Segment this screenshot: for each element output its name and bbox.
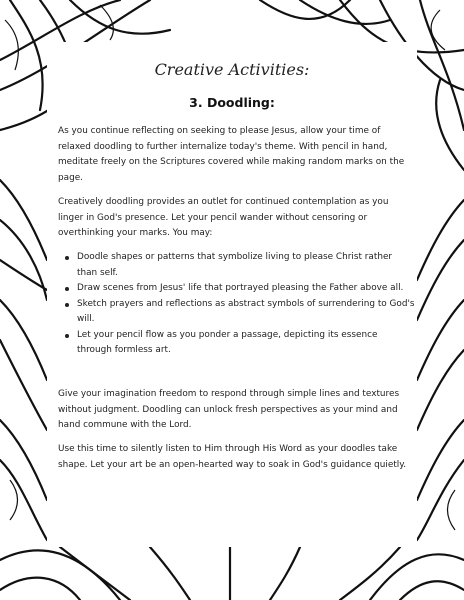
bullet-text: Let your pencil flow as you ponder a passage, depicting its essence through formless art. [77, 329, 378, 355]
list-item [58, 250, 415, 281]
list-item [58, 328, 415, 359]
bullet-icon [65, 256, 69, 260]
bullet-text: Sketch prayers and reflections as abstract symbols of surrendering to God's will. [77, 298, 415, 324]
bullet-text: Draw scenes from Jesus' life that portrayed pleasing the Father above all. [77, 283, 404, 293]
activity-bullet-list [58, 250, 415, 359]
bullet-icon [65, 303, 69, 307]
bullet-text: Doodle shapes or patterns that symbolize living to please Christ rather than self. [77, 252, 393, 278]
bullet-icon [65, 334, 69, 338]
intro-paragraph: As you continue reflecting on seeking to please Jesus, allow your time of relaxed doodling to further internalize today's theme. With pencil in hand, meditate freely on the Scriptures covered while making random marks on the page. [58, 126, 405, 183]
bullet-icon [65, 287, 69, 291]
listening-paragraph: Use this time to silently listen to Him through His Word as your doodles take shape. Let your art be an open-hearted way to soak in God's guidance quietly. [58, 444, 407, 470]
imagination-paragraph: Give your imagination freedom to respond through simple lines and textures without judgment. Doodling can unlock fresh perspectives as your mind and hand commune with the Lord. [58, 389, 400, 430]
doodling-section-title: 3. Doodling: [189, 95, 275, 110]
creative-activities-heading: Creative Activities: [154, 60, 310, 79]
contemplation-paragraph: Creatively doodling provides an outlet for continued contemplation as you linger in God's presence. Let your pencil wander without censoring or overthinking your marks. You may: [58, 197, 389, 238]
list-item [58, 297, 415, 328]
content-panel [47, 42, 417, 547]
list-item [58, 281, 415, 297]
